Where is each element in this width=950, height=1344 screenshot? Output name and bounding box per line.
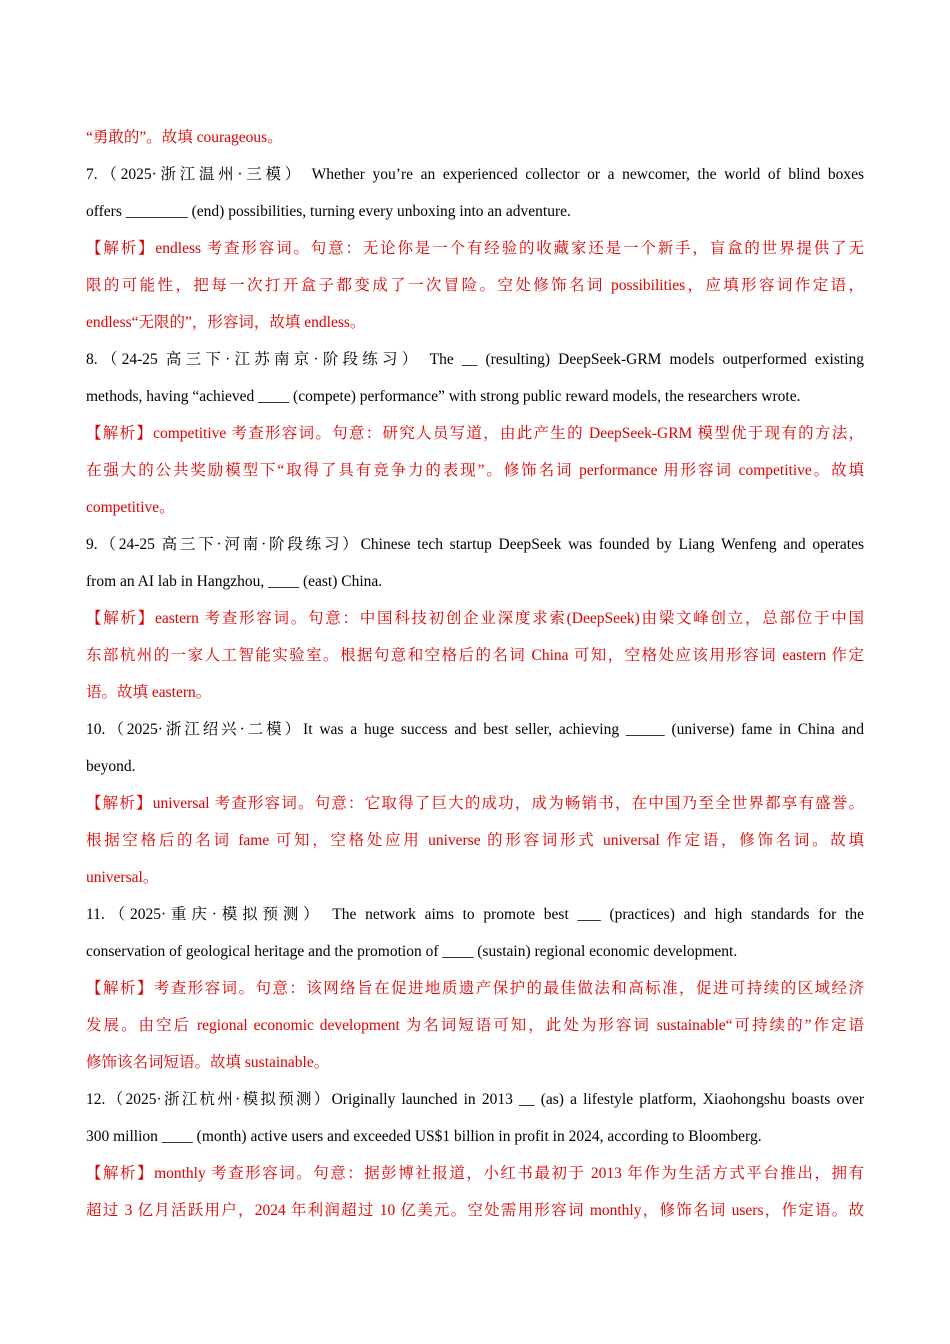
answer-line: 发展。由空后 regional economic development 为名词短语可知，此处为形容词 sustainable“可持续的”作定语: [86, 1017, 864, 1034]
answer-line: 东部杭州的一家人工智能实验室。根据句意和空格后的名词 China 可知，空格处应该用形容词 eastern 作定: [86, 647, 864, 664]
answer-line: 根据空格后的名词 fame 可知，空格处应用 universe 的形容词形式 universal 作定语，修饰名词。故填: [86, 832, 864, 849]
answer-line: universal。: [86, 869, 159, 886]
answer-line: “勇敢的”。故填 courageous。: [86, 129, 283, 146]
answer-line: 【解析】endless 考查形容词。句意：无论你是一个有经验的收藏家还是一个新手，盲盒的世界提供了无: [86, 240, 864, 257]
question-line: 12.（2025·浙江杭州·模拟预测）Originally launched in 2013 __ (as) a lifestyle platform, Xiaohongshu boasts over: [86, 1091, 864, 1108]
question-line: 300 million ____ (month) active users and exceeded US$1 billion in profit in 2024, according to Bloomberg.: [86, 1128, 762, 1145]
answer-line: 在强大的公共奖励模型下“取得了具有竞争力的表现”。修饰名词 performance 用形容词 competitive。故填: [86, 462, 864, 479]
answer-line: 【解析】eastern 考查形容词。句意：中国科技初创企业深度求索(DeepSeek)由梁文峰创立，总部位于中国: [86, 610, 864, 627]
answer-line: 限的可能性，把每一次打开盒子都变成了一次冒险。空处修饰名词 possibilities，应填形容词作定语，: [86, 277, 864, 294]
question-line: offers ________ (end) possibilities, turning every unboxing into an adventure.: [86, 203, 571, 220]
answer-line: 语。故填 eastern。: [86, 684, 212, 701]
document-page: [86, 119, 864, 1229]
answer-line: 【解析】universal 考查形容词。句意：它取得了巨大的成功，成为畅销书，在中国乃至全世界都享有盛誉。: [86, 795, 864, 812]
answer-line: 修饰该名词短语。故填 sustainable。: [86, 1054, 330, 1071]
question-line: beyond.: [86, 758, 136, 775]
answer-line: endless“无限的”，形容词，故填 endless。: [86, 314, 366, 331]
question-line: 11.（2025·重庆·模拟预测） The network aims to promote best ___ (practices) and high standards for the: [86, 906, 864, 923]
question-line: 7.（2025·浙江温州·三模） Whether you’re an experienced collector or a newcomer, the world of blind boxes: [86, 166, 864, 183]
question-line: conservation of geological heritage and the promotion of ____ (sustain) regional economic development.: [86, 943, 738, 960]
answer-line: 超过 3 亿月活跃用户，2024 年利润超过 10 亿美元。空处需用形容词 monthly，修饰名词 users，作定语。故: [86, 1202, 864, 1219]
question-line: 8.（24-25 高三下·江苏南京·阶段练习） The __ (resulting) DeepSeek-GRM models outperformed existing: [86, 351, 864, 368]
answer-line: competitive。: [86, 499, 175, 516]
question-line: 10.（2025·浙江绍兴·二模）It was a huge success and best seller, achieving _____ (universe) fame in China and: [86, 721, 864, 738]
answer-line: 【解析】考查形容词。句意：该网络旨在促进地质遗产保护的最佳做法和高标准，促进可持续的区域经济: [86, 980, 864, 997]
question-line: methods, having “achieved ____ (compete) performance” with strong public reward models, the researchers wrote.: [86, 388, 801, 405]
answer-line: 【解析】monthly 考查形容词。句意：据彭博社报道，小红书最初于 2013 年作为生活方式平台推出，拥有: [86, 1165, 864, 1182]
question-line: from an AI lab in Hangzhou, ____ (east) China.: [86, 573, 383, 590]
answer-line: 【解析】competitive 考查形容词。句意：研究人员写道，由此产生的 DeepSeek-GRM 模型优于现有的方法，: [86, 425, 864, 442]
question-line: 9.（24-25 高三下·河南·阶段练习）Chinese tech startup DeepSeek was founded by Liang Wenfeng and operates: [86, 536, 864, 553]
